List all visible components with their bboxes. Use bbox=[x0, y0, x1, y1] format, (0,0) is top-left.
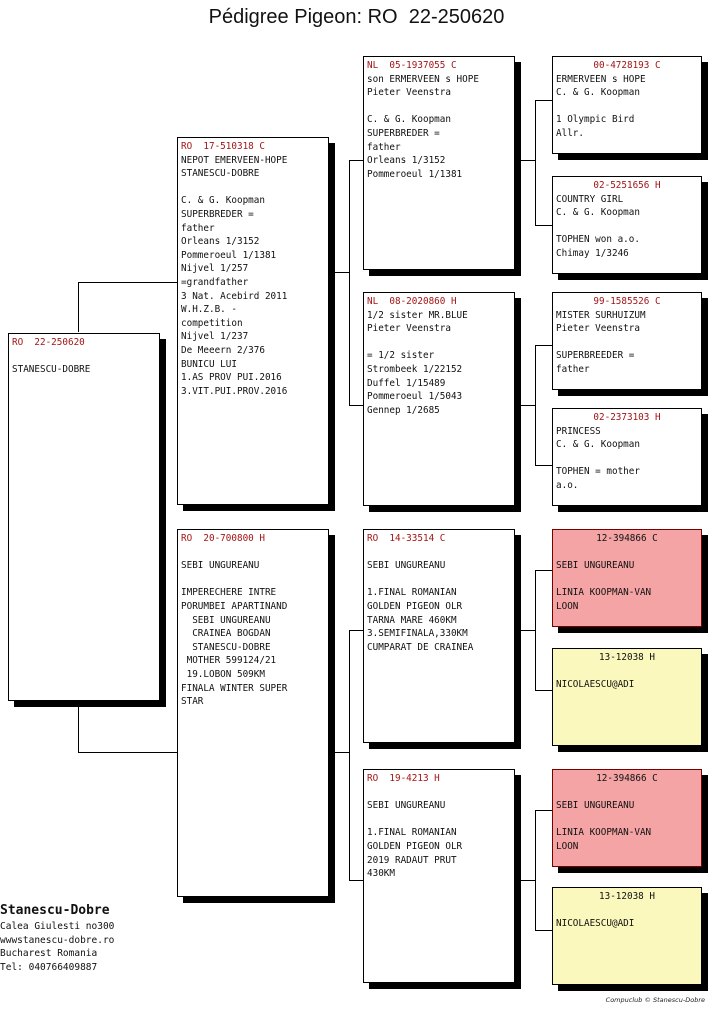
ring-number: RO 17-510318 C bbox=[181, 141, 265, 152]
owner-name: Stanescu-Dobre bbox=[0, 903, 110, 918]
page-title: Pédigree Pigeon: RO 22-250620 bbox=[208, 6, 505, 28]
connector-line bbox=[78, 282, 178, 283]
connector-line bbox=[535, 810, 536, 930]
ddd-card[interactable] bbox=[552, 887, 702, 985]
card-text: SEBI UNGUREANU LINIA KOOPMAN-VAN LOON bbox=[556, 800, 652, 852]
connector-line bbox=[535, 100, 536, 225]
connector-line bbox=[78, 752, 178, 753]
connector-line bbox=[535, 225, 552, 226]
ring-number: 00-4728193 C bbox=[593, 60, 661, 71]
connector-line bbox=[535, 690, 552, 691]
connector-line bbox=[535, 345, 552, 346]
connector-line bbox=[535, 930, 552, 931]
connector-line bbox=[349, 160, 350, 405]
ssd-card[interactable] bbox=[552, 176, 702, 274]
owner-website[interactable]: wwwstanescu-dobre.ro bbox=[0, 934, 115, 946]
ring-number: RO 14-33514 C bbox=[367, 533, 446, 544]
sss-card[interactable] bbox=[552, 56, 702, 154]
ring-number: 13-12038 H bbox=[599, 652, 655, 663]
card-text: SEBI UNGUREANU 1.FINAL ROMANIAN GOLDEN PIGEON OLR 2019 RADAUT PRUT 430KM bbox=[367, 800, 463, 880]
subject-pigeon-card[interactable] bbox=[8, 333, 160, 701]
ring-number: 12-394866 C bbox=[596, 533, 658, 544]
connector-line bbox=[535, 345, 536, 465]
sire-dam-card[interactable] bbox=[363, 292, 515, 506]
connector-line bbox=[535, 810, 552, 811]
card-text: son ERMERVEEN s HOPE Pieter Veenstra C. & G. Koopman SUPERBREDER = father Orleans 1/3152 Pommeroeul 1/1381 bbox=[367, 73, 479, 180]
connector-line bbox=[329, 752, 349, 753]
connector-line bbox=[349, 880, 363, 881]
connector-line bbox=[515, 630, 535, 631]
connector-line bbox=[78, 702, 79, 752]
ring-number: 13-12038 H bbox=[599, 891, 655, 902]
dsd-card[interactable] bbox=[552, 648, 702, 746]
dds-card[interactable] bbox=[552, 769, 702, 867]
connector-line bbox=[329, 272, 349, 273]
card-text: NICOLAESCU@ADI bbox=[556, 679, 635, 691]
card-text: COUNTRY GIRL C. & G. Koopman TOPHEN won a.o. Chimay 1/3246 bbox=[556, 193, 640, 259]
dam-sire-card[interactable] bbox=[363, 529, 515, 743]
connector-line bbox=[349, 405, 363, 406]
card-text: NEPOT EMERVEEN-HOPE STANESCU-DOBRE C. & G. Koopman SUPERBREDER = father Orleans 1/3152 Pommeroeul 1/1381 Nijvel 1/257 =grandfather 3 Nat. Acebird 2011 W.H.Z.B. - competition Nijvel 1/237 De Meeern 2/376 BUNICU LUI 1.AS PROV PUI.2016 3.VIT.PUI.PROV.2016 bbox=[181, 154, 288, 397]
owner-address: Calea Giulesti no300 bbox=[0, 921, 115, 932]
card-text: PRINCESS C. & G. Koopman TOPHEN = mother a.o. bbox=[556, 425, 640, 491]
card-text: SEBI UNGUREANU 1.FINAL ROMANIAN GOLDEN PIGEON OLR TARNA MARE 460KM 3.SEMIFINALA,330KM CUMPARAT DE CRAINEA bbox=[367, 560, 474, 653]
connector-line bbox=[515, 160, 535, 161]
connector-line bbox=[515, 405, 535, 406]
ring-number: RO 22-250620 bbox=[12, 337, 85, 348]
ring-number: 02-2373103 H bbox=[593, 412, 661, 423]
connector-line bbox=[535, 465, 552, 466]
ring-number: RO 19-4213 H bbox=[367, 773, 440, 784]
card-text: 1/2 sister MR.BLUE Pieter Veenstra = 1/2 sister Strombeek 1/22152 Duffel 1/15489 Pommeroeul 1/5043 Gennep 1/2685 bbox=[367, 309, 468, 416]
ring-number: 02-5251656 H bbox=[593, 180, 661, 191]
connector-line bbox=[515, 880, 535, 881]
owner-city: Bucharest Romania bbox=[0, 948, 98, 959]
card-text: SEBI UNGUREANU LINIA KOOPMAN-VAN LOON bbox=[556, 560, 652, 612]
owner-info bbox=[0, 902, 200, 974]
software-credit: Compuclub © Stanescu-Dobre bbox=[605, 996, 705, 1004]
connector-line bbox=[535, 570, 552, 571]
connector-line bbox=[535, 570, 536, 690]
sire-card[interactable] bbox=[177, 137, 329, 505]
dss-card[interactable] bbox=[552, 529, 702, 627]
card-text: ERMERVEEN s HOPE C. & G. Koopman 1 Olympic Bird Allr. bbox=[556, 73, 646, 139]
connector-line bbox=[349, 160, 363, 161]
sdd-card[interactable] bbox=[552, 408, 702, 506]
ring-number: NL 05-1937055 C bbox=[367, 60, 457, 71]
card-text: NICOLAESCU@ADI bbox=[556, 918, 635, 930]
dam-dam-card[interactable] bbox=[363, 769, 515, 983]
owner-phone: Tel: 040766409887 bbox=[0, 961, 98, 973]
connector-line bbox=[535, 100, 552, 101]
card-text: MISTER SURHUIZUM Pieter Veenstra SUPERBREEDER = father bbox=[556, 309, 646, 375]
connector-line bbox=[78, 282, 79, 332]
ring-number: NL 08-2020860 H bbox=[367, 296, 457, 307]
ring-number: 12-394866 C bbox=[596, 773, 658, 784]
connector-line bbox=[349, 630, 350, 880]
ring-number: 99-1585526 C bbox=[593, 296, 661, 307]
ring-number: RO 20-700800 H bbox=[181, 533, 265, 544]
card-text: SEBI UNGUREANU IMPERECHERE INTRE PORUMBEI APARTINAND SEBI UNGUREANU CRAINEA BOGDAN STANESCU-DOBRE MOTHER 599124/21 19.LOBON 509KM FINALA WINTER SUPER STAR bbox=[181, 560, 288, 708]
connector-line bbox=[349, 630, 363, 631]
sds-card[interactable] bbox=[552, 292, 702, 390]
sire-sire-card[interactable] bbox=[363, 56, 515, 270]
card-text: STANESCU-DOBRE bbox=[12, 364, 91, 376]
dam-card[interactable] bbox=[177, 529, 329, 897]
